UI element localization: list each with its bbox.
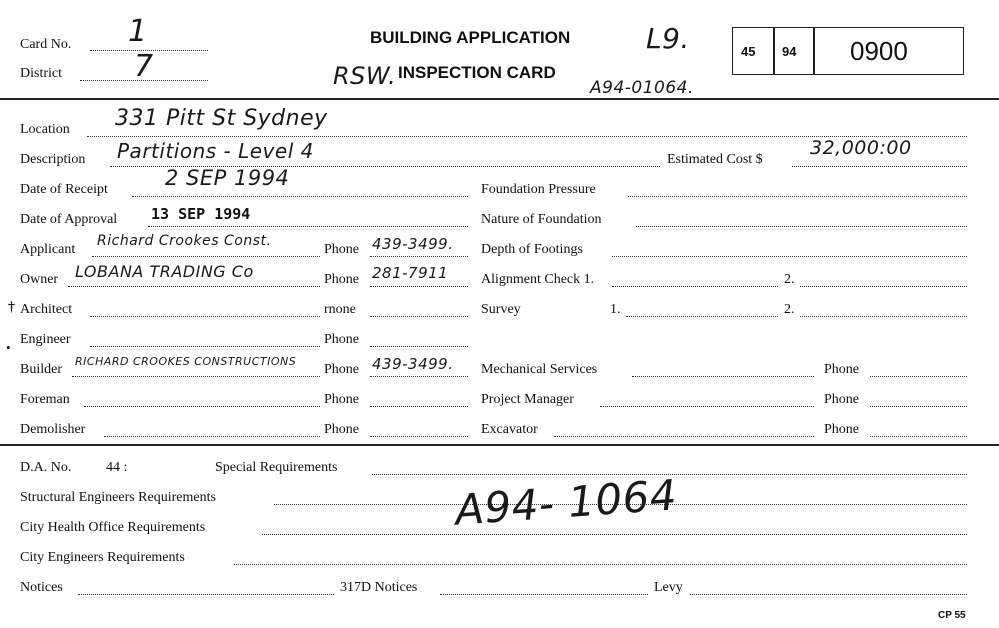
foreman-label: Foreman [20, 392, 70, 407]
estimated-cost-value: 32,000:00 [810, 137, 912, 159]
project-manager-label: Project Manager [481, 392, 574, 407]
engineer-phone-label: Phone [324, 332, 359, 347]
da-handwritten-ref: A94- 1064 [453, 470, 679, 535]
notices-label: Notices [20, 580, 63, 595]
owner-value: LOBANA TRADING Co [75, 262, 254, 281]
nature-foundation-line [636, 226, 967, 227]
excavator-label: Excavator [481, 422, 538, 437]
project-manager-line [600, 406, 814, 407]
box-cell-2: 94 [782, 44, 797, 59]
architect-phone-line [370, 316, 468, 317]
box-number: 0900 [850, 36, 908, 66]
applicant-phone-value: 439-3499. [372, 235, 454, 253]
special-requirements-label: Special Requirements [215, 460, 338, 475]
survey-line-2 [800, 316, 967, 317]
nature-foundation-label: Nature of Foundation [481, 212, 602, 227]
owner-label: Owner [20, 272, 59, 287]
survey-1-label: 1. [610, 302, 621, 317]
district-label: District [20, 66, 62, 81]
box-divider [813, 27, 815, 75]
survey-line-1 [626, 316, 778, 317]
demolisher-label: Demolisher [20, 422, 86, 437]
date-approval-line [148, 226, 468, 227]
depth-footings-label: Depth of Footings [481, 242, 583, 257]
alignment-label: Alignment Check 1. [481, 272, 595, 287]
demolisher-phone-label: Phone [324, 422, 359, 437]
initials-handwritten: RSW. [333, 62, 397, 90]
depth-footings-line [612, 256, 967, 257]
mechanical-phone-label: Phone [824, 362, 859, 377]
district-value: 7 [134, 49, 154, 84]
city-engineers-line [234, 564, 967, 565]
date-receipt-line [132, 196, 468, 197]
notices-317d-label: 317D Notices [340, 580, 418, 595]
city-engineers-label: City Engineers Requirements [20, 550, 185, 565]
engineer-line [90, 346, 320, 347]
excavator-phone-line [870, 436, 967, 437]
title-line2: INSPECTION CARD [398, 63, 556, 82]
structural-engineers-label: Structural Engineers Requirements [20, 490, 216, 505]
foreman-phone-label: Phone [324, 392, 359, 407]
levy-line [690, 594, 967, 595]
middle-rule [0, 444, 999, 446]
city-health-label: City Health Office Requirements [20, 520, 206, 535]
mechanical-label: Mechanical Services [481, 362, 598, 377]
mechanical-line [632, 376, 814, 377]
location-value: 331 Pitt St Sydney [115, 106, 328, 131]
foundation-pressure-line [628, 196, 967, 197]
builder-value: RICHARD CROOKES CONSTRUCTIONS [75, 355, 297, 368]
excavator-line [554, 436, 814, 437]
applicant-label: Applicant [20, 242, 76, 257]
da-no-label: D.A. No. [20, 460, 72, 475]
card-no-label: Card No. [20, 37, 72, 52]
form-code: CP 55 [938, 610, 966, 621]
survey-label: Survey [481, 302, 521, 317]
notices-317d-line [440, 594, 648, 595]
mechanical-phone-line [870, 376, 967, 377]
date-receipt-value: 2 SEP 1994 [165, 166, 290, 190]
demolisher-line [104, 436, 320, 437]
handwritten-mark: L9. [646, 22, 690, 55]
engineer-phone-line [370, 346, 468, 347]
margin-mark: • [6, 340, 11, 355]
foreman-phone-line [370, 406, 468, 407]
estimated-cost-line [792, 166, 967, 167]
box-divider [773, 27, 775, 75]
project-manager-phone-label: Phone [824, 392, 859, 407]
notices-line [78, 594, 334, 595]
alignment-line-1 [612, 286, 778, 287]
date-approval-value: 13 SEP 1994 [151, 205, 251, 223]
alignment-line-2 [800, 286, 967, 287]
demolisher-phone-line [370, 436, 468, 437]
builder-label: Builder [20, 362, 62, 377]
location-label: Location [20, 122, 70, 137]
builder-phone-value: 439-3499. [372, 355, 454, 373]
owner-line [68, 286, 320, 287]
owner-phone-line [370, 286, 468, 287]
foreman-line [84, 406, 320, 407]
builder-phone-label: Phone [324, 362, 359, 377]
owner-phone-value: 281-7911 [372, 264, 449, 282]
applicant-phone-label: Phone [324, 242, 359, 257]
engineer-label: Engineer [20, 332, 71, 347]
architect-phone-label: rnone [324, 302, 356, 317]
builder-phone-line [370, 376, 468, 377]
title-line1: BUILDING APPLICATION [370, 28, 571, 47]
date-receipt-label: Date of Receipt [20, 182, 108, 197]
applicant-phone-line [370, 256, 468, 257]
da-no-value: 44 : [106, 460, 128, 475]
description-value: Partitions - Level 4 [117, 139, 314, 163]
application-number-box [732, 27, 964, 75]
excavator-phone-label: Phone [824, 422, 859, 437]
header-rule [0, 98, 999, 100]
margin-mark: † [8, 300, 15, 315]
estimated-cost-label: Estimated Cost $ [667, 152, 763, 167]
box-cell-1: 45 [741, 44, 756, 59]
survey-2-label: 2. [784, 302, 795, 317]
foundation-pressure-label: Foundation Pressure [481, 182, 596, 197]
owner-phone-label: Phone [324, 272, 359, 287]
builder-line [72, 376, 320, 377]
applicant-value: Richard Crookes Const. [97, 233, 272, 249]
date-approval-label: Date of Approval [20, 212, 118, 227]
city-health-line [262, 534, 967, 535]
architect-label: Architect [20, 302, 73, 317]
card-no-value: 1 [128, 14, 148, 49]
project-manager-phone-line [870, 406, 967, 407]
alignment-2-label: 2. [784, 272, 795, 287]
description-label: Description [20, 152, 86, 167]
applicant-line [92, 256, 320, 257]
levy-label: Levy [654, 580, 683, 595]
architect-line [90, 316, 320, 317]
ref-handwritten: A94-01064. [590, 78, 694, 98]
